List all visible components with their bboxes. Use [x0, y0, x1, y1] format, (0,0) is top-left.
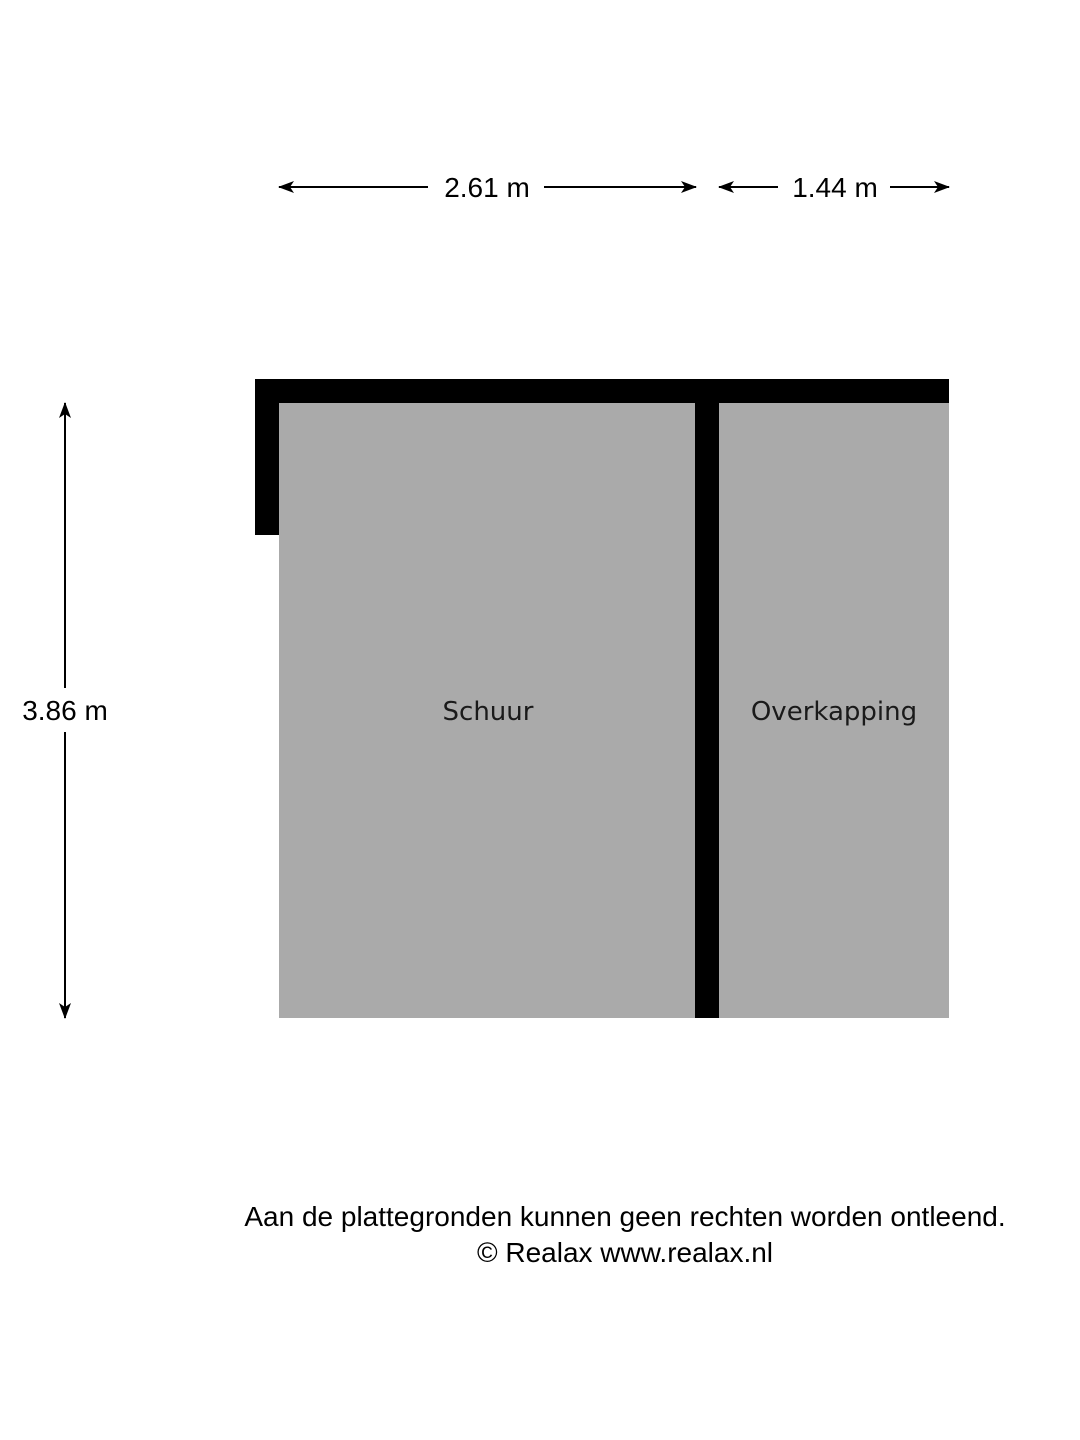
room-label-overkapping: Overkapping [750, 697, 918, 727]
wall-top [255, 379, 949, 403]
disclaimer-text: Aan de plattegronden kunnen geen rechten worden ontleend. [244, 1201, 1006, 1232]
copyright-text: © Realax www.realax.nl [476, 1237, 774, 1268]
dimension-height-label: 3.86 m [22, 695, 108, 726]
wall-left-stub [255, 379, 279, 535]
dimension-width-left-label: 2.61 m [444, 172, 530, 203]
wall-divider [695, 379, 719, 1018]
room-label-schuur: Schuur [442, 697, 534, 727]
dimension-width-right-label: 1.44 m [792, 172, 878, 203]
